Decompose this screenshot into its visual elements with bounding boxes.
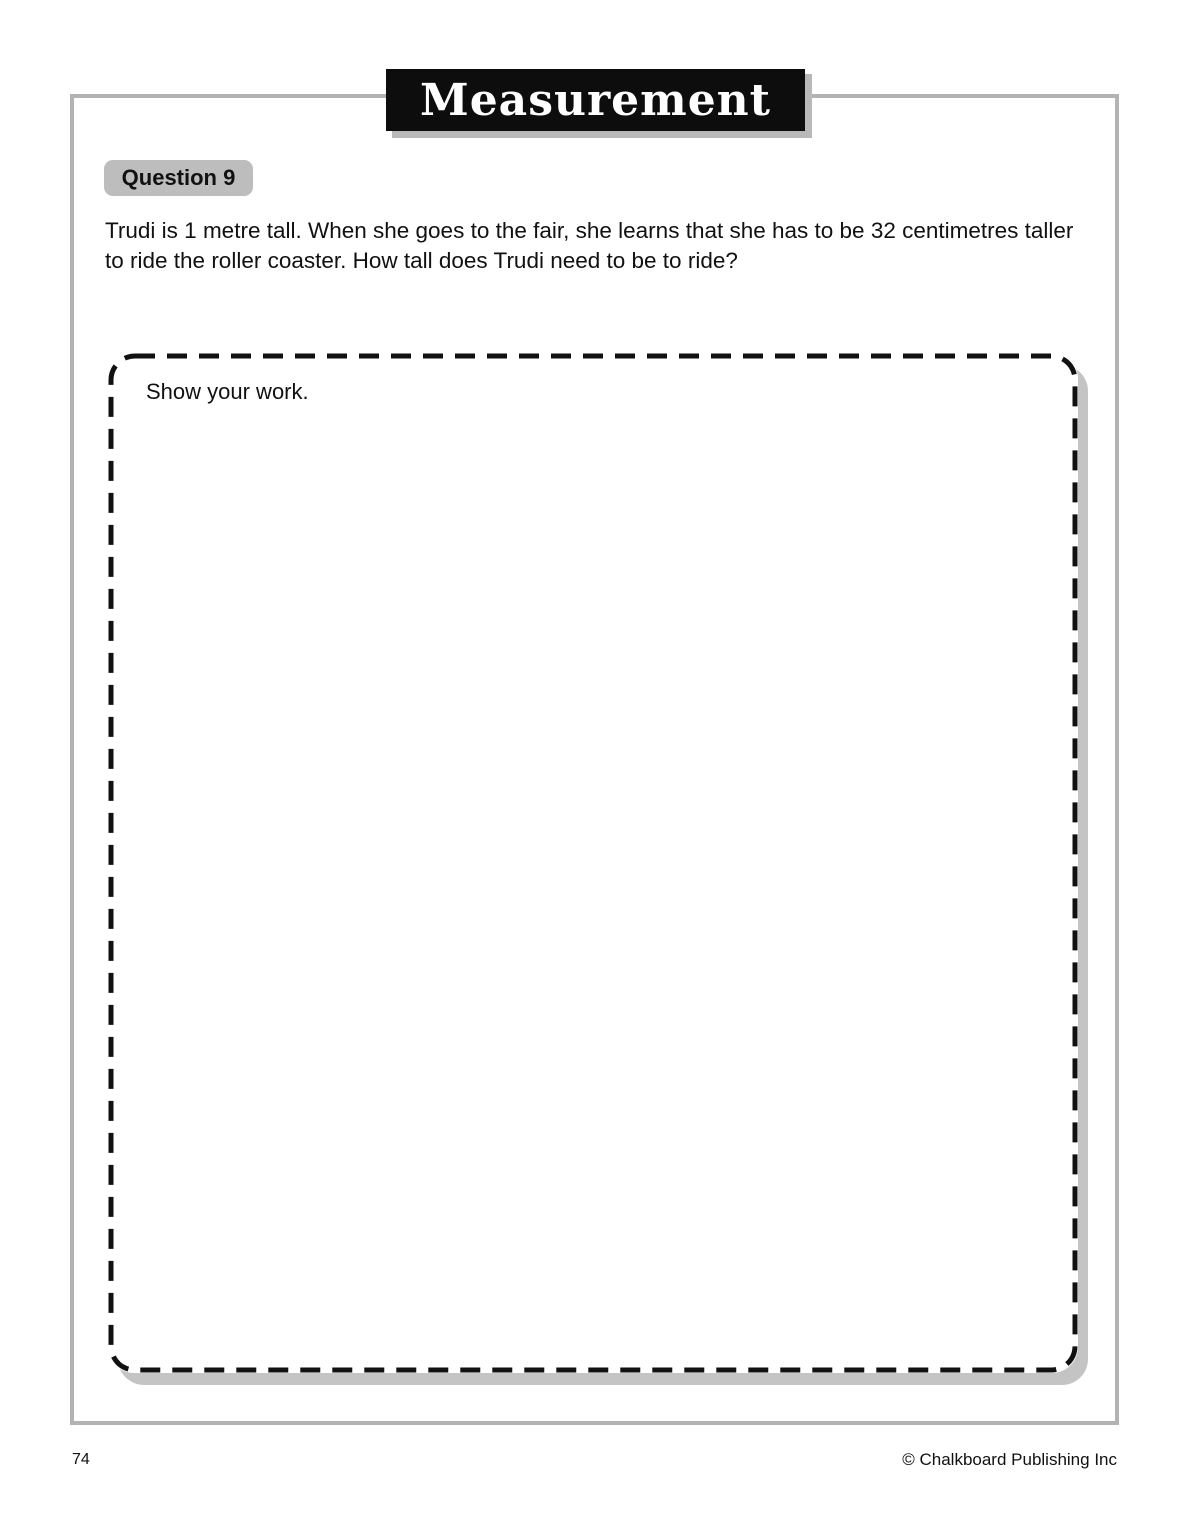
dashed-border	[108, 353, 1078, 1373]
page-number: 74	[72, 1451, 90, 1468]
question-badge: Question 9	[104, 160, 253, 196]
work-area[interactable]	[108, 353, 1078, 1373]
work-area-prompt: Show your work.	[146, 379, 309, 404]
copyright-notice: © Chalkboard Publishing Inc	[902, 1450, 1117, 1469]
question-text: Trudi is 1 metre tall. When she goes to the fair, she learns that she has to be 32 centimetres taller to ride the roller coaster. How tall does Trudi need to be to ride?	[105, 218, 1074, 273]
page-title: Measurement	[386, 69, 805, 131]
